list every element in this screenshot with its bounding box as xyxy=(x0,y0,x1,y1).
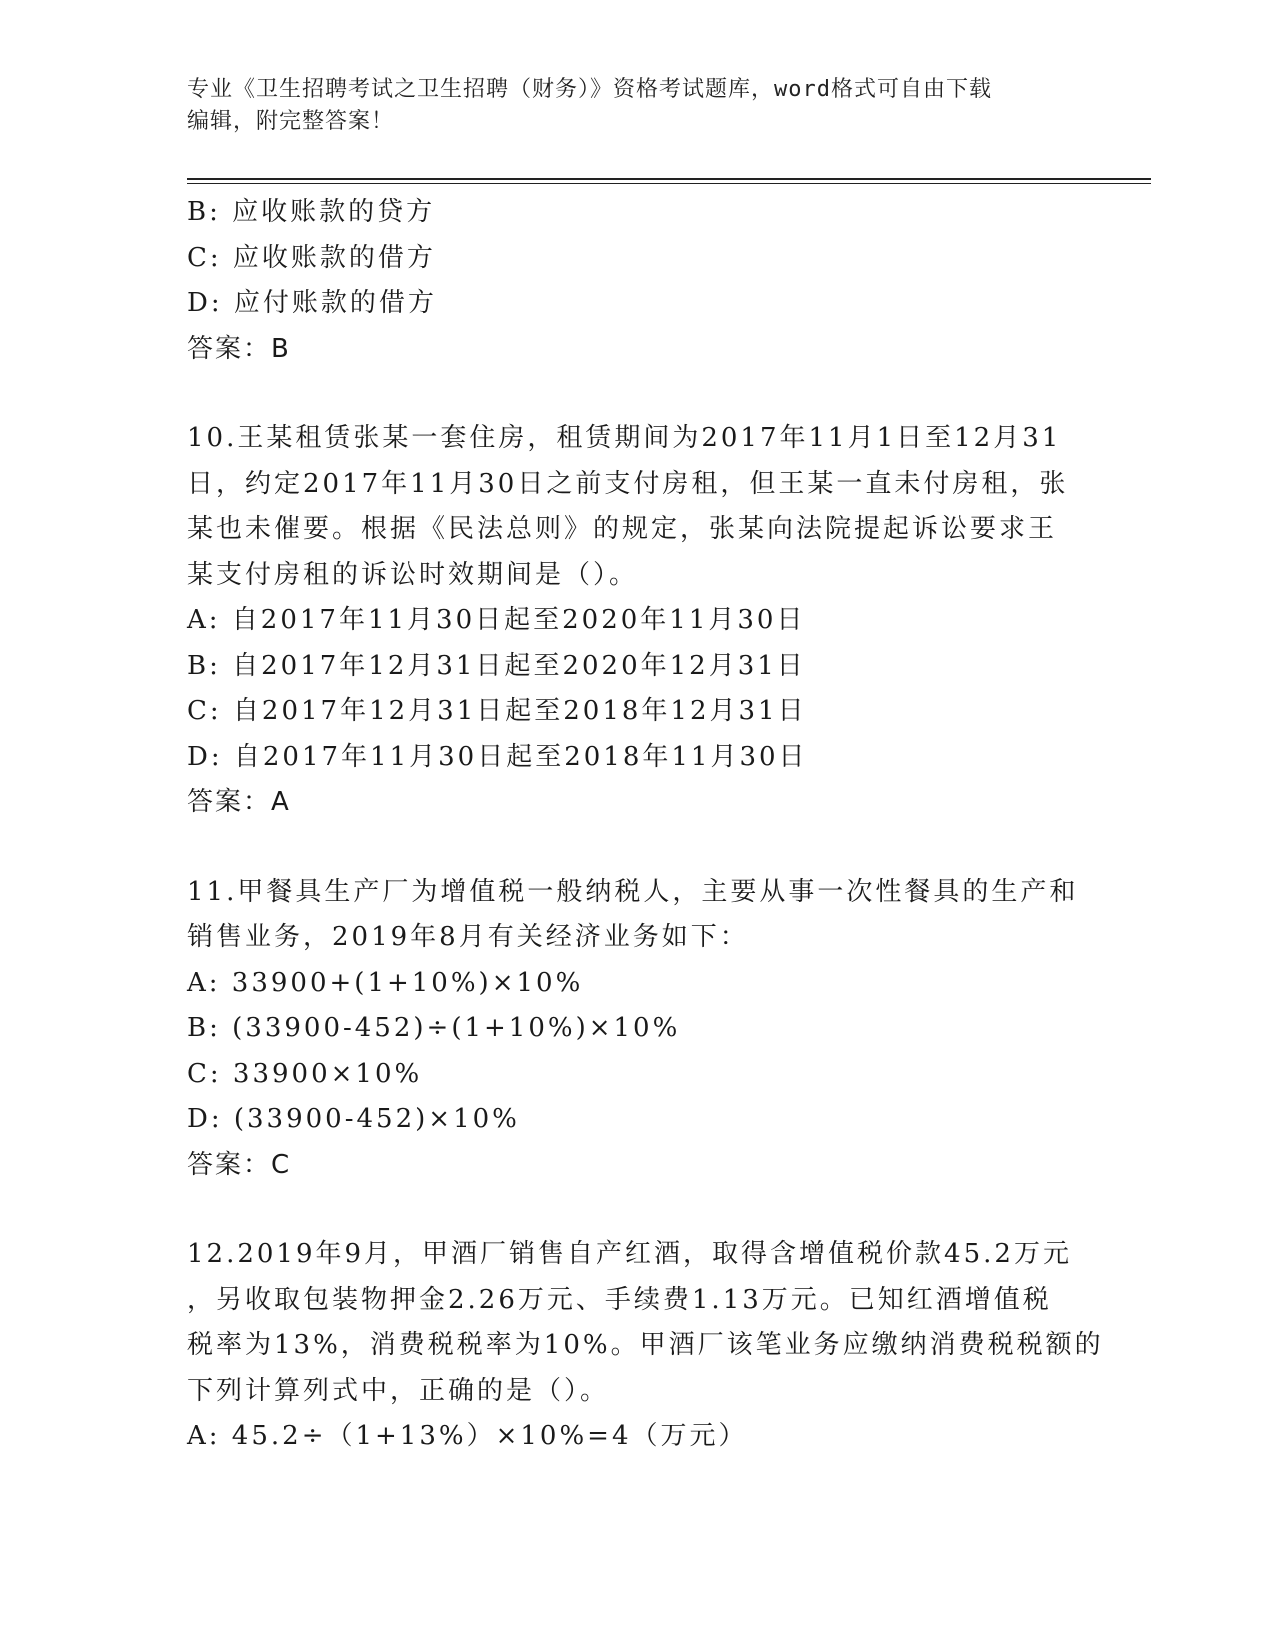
question-stem-line: 某也未催要。根据《民法总则》的规定，张某向法院提起诉讼要求王 xyxy=(187,514,1058,544)
page-header xyxy=(187,74,1067,138)
question-stem-line: 某支付房租的诉讼时效期间是（）。 xyxy=(187,559,639,590)
question-spacer xyxy=(187,826,1087,870)
option-b: B: 应收账款的贷方 xyxy=(187,197,436,227)
option-a: A: 33900+(1+10%)×10% xyxy=(187,967,584,998)
header-divider-thin xyxy=(187,183,1151,184)
option-a: A: 自2017年11月30日起至2020年11月30日 xyxy=(187,605,806,635)
question-stem-line: 10.王某租赁张某一套住房，租赁期间为2017年11月1日至12月31 xyxy=(187,423,1062,453)
question-9 xyxy=(187,190,1087,372)
option-b: B: 自2017年12月31日起至2020年12月31日 xyxy=(187,650,806,681)
option-b: B: (33900-452)÷(1+10%)×10% xyxy=(187,1013,681,1043)
option-c: C: 应收账款的借方 xyxy=(187,242,436,273)
question-12 xyxy=(187,1232,1104,1460)
question-11 xyxy=(187,870,1087,1189)
option-d: D: 自2017年11月30日起至2018年11月30日 xyxy=(187,741,808,772)
question-stem-line: 日，约定2017年11月30日之前支付房租，但王某一直未付房租，张 xyxy=(187,468,1069,499)
question-spacer xyxy=(187,1188,1087,1232)
question-list xyxy=(187,190,1104,1460)
answer: 答案：C xyxy=(187,1149,292,1180)
option-a: A: 45.2÷（1+13%）×10%=4（万元） xyxy=(187,1421,748,1451)
question-stem-line: 税率为13%，消费税税率为10%。甲酒厂该笔业务应缴纳消费税税额的 xyxy=(187,1330,1104,1360)
question-stem-line: 12.2019年9月，甲酒厂销售自产红酒，取得含增值税价款45.2万元 xyxy=(187,1239,1072,1269)
answer: 答案：B xyxy=(187,333,291,364)
option-c: C: 自2017年12月31日起至2018年12月31日 xyxy=(187,696,807,726)
answer: 答案：A xyxy=(187,787,291,817)
question-stem-line: ，另收取包装物押金2.26万元、手续费1.13万元。已知红酒增值税 xyxy=(187,1284,1052,1315)
question-stem-line: 下列计算列式中，正确的是（）。 xyxy=(187,1375,610,1406)
question-stem-line: 销售业务，2019年8月有关经济业务如下： xyxy=(187,922,749,952)
question-stem-line: 11.甲餐具生产厂为增值税一般纳税人，主要从事一次性餐具的生产和 xyxy=(187,876,1079,907)
option-c: C: 33900×10% xyxy=(187,1058,423,1089)
header-line-2: 编辑，附完整答案！ xyxy=(187,109,395,134)
header-line-1: 专业《卫生招聘考试之卫生招聘（财务）》资格考试题库，word格式可自由下载 xyxy=(187,77,992,102)
option-d: D: (33900-452)×10% xyxy=(187,1104,520,1134)
header-divider-thick xyxy=(187,178,1151,180)
question-10 xyxy=(187,416,1087,826)
question-spacer xyxy=(187,372,1087,416)
option-d: D: 应付账款的借方 xyxy=(187,288,437,318)
